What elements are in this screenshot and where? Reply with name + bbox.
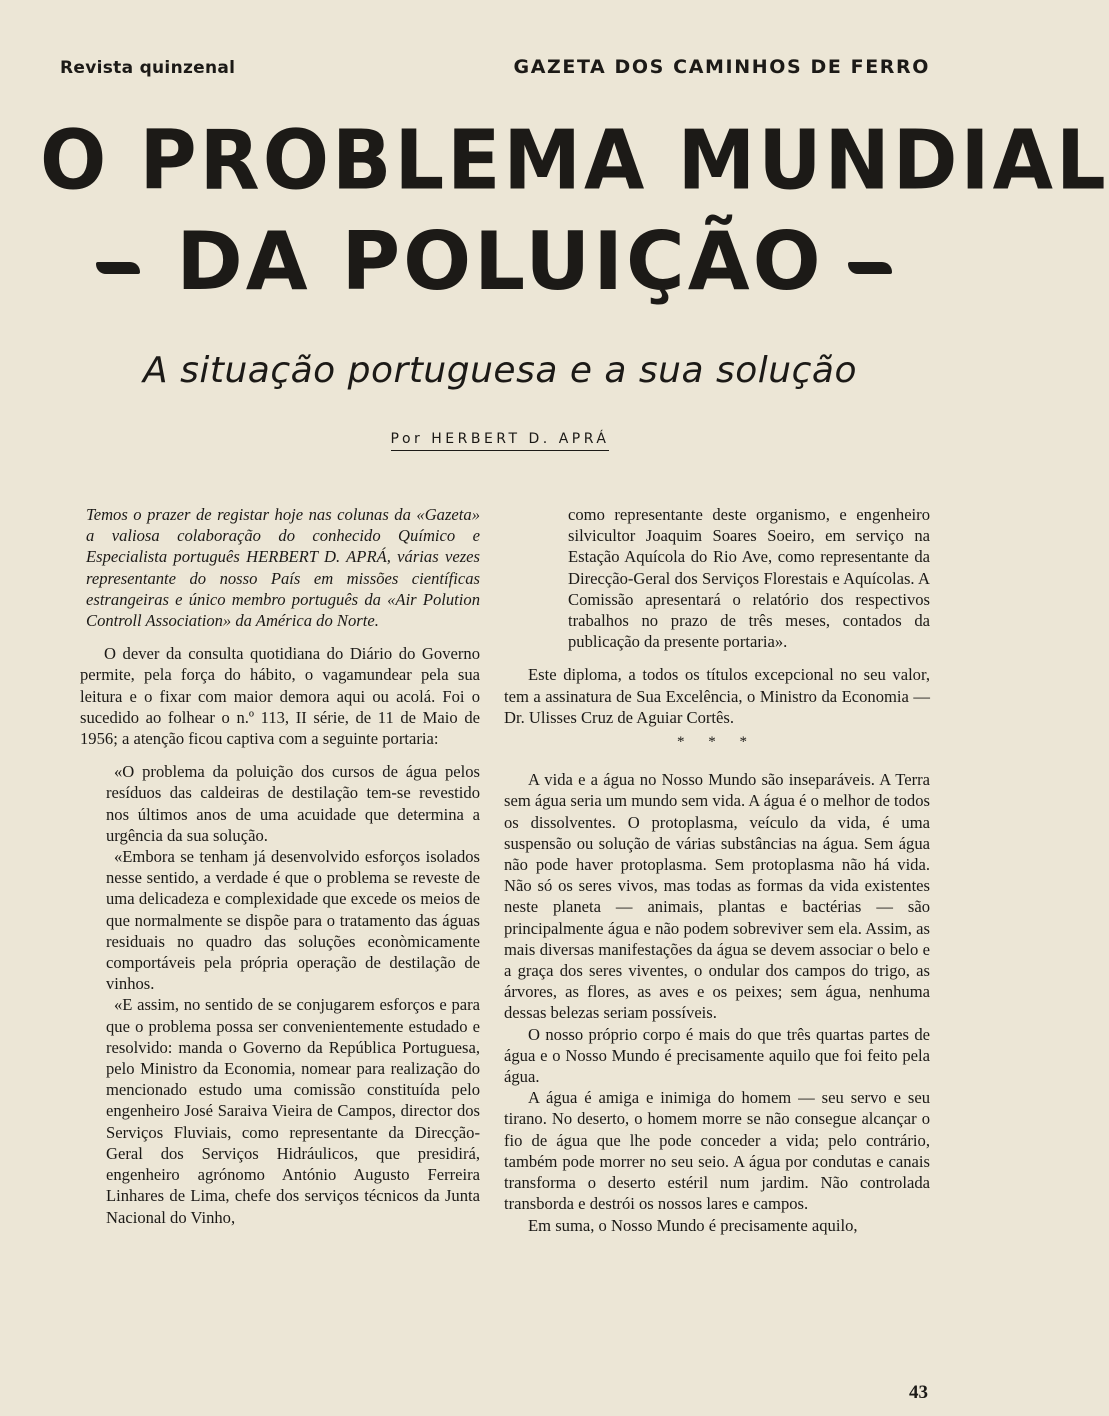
- paragraph: Este diploma, a todos os títulos excepcional no seu valor, tem a assinatura de Sua Excelência, o Ministro da Economia — Dr. Ulisses Cruz de Aguiar Cortês.: [504, 665, 930, 727]
- byline: [0, 430, 1000, 451]
- article-title-line-1: O PROBLEMA MUNDIAL: [40, 113, 1109, 209]
- byline-text: Por HERBERT D. APRÁ: [391, 431, 610, 451]
- magazine-name: GAZETA DOS CAMINHOS DE FERRO: [513, 56, 930, 78]
- right-column: [504, 504, 930, 1236]
- title-ornament-right: [848, 262, 892, 274]
- editorial-intro: Temos o prazer de registar hoje nas colunas da «Gazeta» a valiosa colaboração do conhecido Químico e Especialista português HERBERT D. APRÁ, várias vezes representante do nosso País em missões científicas estrangeiras e único membro português da «Air Polution Controll Association» da América do Norte.: [86, 505, 480, 631]
- section-separator: * * *: [677, 734, 757, 751]
- article-subtitle: A situação portuguesa e a sua solução: [143, 350, 857, 391]
- paragraph: Em suma, o Nosso Mundo é precisamente aquilo,: [528, 1215, 858, 1235]
- left-column: [80, 504, 480, 1228]
- paragraph: A água é amiga e inimiga do homem — seu servo e seu tirano. No deserto, o homem morre se não consegue alcançar o fio de água que lhe pode conceder a vida; pelo contrário, também pode morrer no seu seio. A água por condutas e canais transforma o deserto estéril num jardim. Não controlada transborda e destrói os nossos lares e campos.: [504, 1088, 930, 1214]
- quoted-paragraph: «Embora se tenham já desenvolvido esforços isolados nesse sentido, a verdade é que o problema se reveste de uma delicadeza e complexidade que excede os meios de que normalmente se dispõe para o tratamento das águas residuais no quadro das soluções econòmicamente comportáveis pela própria operação de destilação de vinhos.: [106, 847, 480, 994]
- article-title-line-2: DA POLUIÇÃO: [176, 215, 824, 308]
- paragraph: A vida e a água no Nosso Mundo são inseparáveis. A Terra sem água seria um mundo sem vida. A água é o melhor de todos os dissolventes. O protoplasma, veículo da vida, é uma suspensão ou solução de várias substâncias na água. Sem água não pode haver protoplasma. Sem protoplasma não há vida. Não só os seres vivos, mas todas as formas da vida existentes neste planeta — animais, plantas e bactérias — são principalmente água e não podem sobreviver sem ela. Assim, as mais diversas manifestações da água se devem associar o belo e a graça dos seres viventes, o ondular dos campos do trigo, as árvores, as flores, as aves e os peixes; sem água, nenhuma dessas belezas seriam possíveis.: [504, 770, 930, 1023]
- quoted-paragraph: «E assim, no sentido de se conjugarem esforços e para que o problema possa ser convenientemente estudado e resolvido: manda o Governo da República Portuguesa, pelo Ministro da Economia, nomear para realização do mencionado estudo uma comissão constituída pelo engenheiro José Saraiva Vieira de Campos, director dos Serviços Fluviais, como representante da Direcção-Geral dos Serviços Hidráulicos, que presidirá, engenheiro agrónomo António Augusto Ferreira Linhares de Lima, chefe dos serviços técnicos da Junta Nacional do Vinho,: [106, 995, 480, 1227]
- page-number: 43: [909, 1382, 928, 1403]
- quoted-paragraph-continued: como representante deste organismo, e engenheiro silvicultor Joaquim Soares Soeiro, em serviço na Estação Aquícola do Rio Ave, como representante da Direcção-Geral dos Serviços Florestais e Aquícolas. A Comissão apresentará o relatório dos respectivos trabalhos no prazo de três meses, contados da publicação da presente portaria».: [568, 505, 930, 652]
- quoted-paragraph: «O problema da poluição dos cursos de água pelos resíduos das caldeiras de destilação tem-se revestido nos últimos anos de uma acuidade que determina a urgência da sua solução.: [106, 762, 480, 845]
- paragraph: O nosso próprio corpo é mais do que três quartas partes de água e o Nosso Mundo é precisamente aquilo que foi feito pela água.: [504, 1024, 930, 1087]
- paragraph: O dever da consulta quotidiana do Diário do Governo permite, pela força do hábito, o vagamundear pela sua leitura e o fixar com maior demora aqui ou acolá. Foi o sucedido ao folhear o n.º 113, II série, de 11 de Maio de 1956; a atenção ficou captiva com a seguinte portaria:: [80, 644, 480, 749]
- magazine-frequency: Revista quinzenal: [60, 58, 236, 78]
- running-header: [60, 56, 930, 84]
